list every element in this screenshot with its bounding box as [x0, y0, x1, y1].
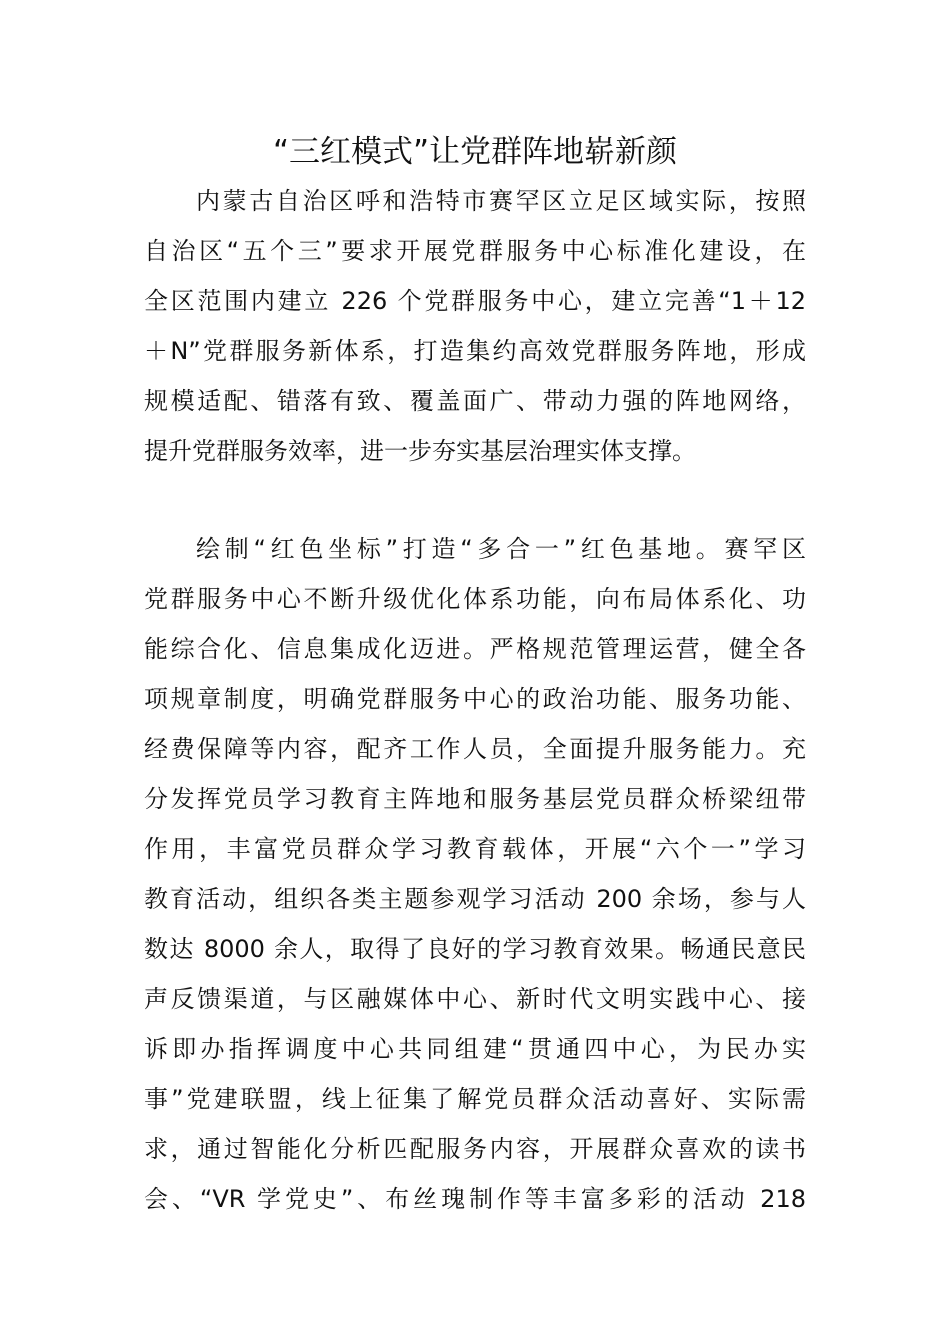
paragraph-2-line-7: 作用，丰富党员群众学习教育载体，开展“六个一”学习 [144, 835, 806, 863]
paragraph-1-line-6: 提升党群服务效率，进一步夯实基层治理实体支撑。 [144, 437, 696, 465]
paragraph-2-line-11: 诉即办指挥调度中心共同组建“贯通四中心，为民办实 [144, 1035, 806, 1063]
paragraph-2-line-12: 事”党建联盟，线上征集了解党员群众活动喜好、实际需 [144, 1085, 806, 1113]
paragraph-2-line-1: 绘制“红色坐标”打造“多合一”红色基地。赛罕区 [196, 535, 806, 563]
paragraph-2-line-14: 会、“VR 学党史”、布丝瑰制作等丰富多彩的活动 218 [144, 1185, 806, 1213]
paragraph-2-line-5: 经费保障等内容，配齐工作人员，全面提升服务能力。充 [144, 735, 806, 763]
document-title: “三红模式”让党群阵地崭新颜 [272, 134, 678, 170]
paragraph-1-line-4: ＋N”党群服务新体系，打造集约高效党群服务阵地，形成 [144, 337, 806, 365]
paragraph-1-line-2: 自治区“五个三”要求开展党群服务中心标准化建设，在 [144, 237, 806, 265]
paragraph-2-line-9: 数达 8000 余人，取得了良好的学习教育效果。畅通民意民 [144, 935, 806, 963]
paragraph-2-line-13: 求，通过智能化分析匹配服务内容，开展群众喜欢的读书 [144, 1135, 806, 1163]
paragraph-2-line-4: 项规章制度，明确党群服务中心的政治功能、服务功能、 [144, 685, 806, 713]
paragraph-2-line-6: 分发挥党员学习教育主阵地和服务基层党员群众桥梁纽带 [144, 785, 806, 813]
paragraph-1-line-1: 内蒙古自治区呼和浩特市赛罕区立足区域实际，按照 [196, 187, 806, 215]
paragraph-2-line-3: 能综合化、信息集成化迈进。严格规范管理运营，健全各 [144, 635, 806, 663]
paragraph-2-line-8: 教育活动，组织各类主题参观学习活动 200 余场，参与人 [144, 885, 806, 913]
paragraph-2-line-10: 声反馈渠道，与区融媒体中心、新时代文明实践中心、接 [144, 985, 806, 1013]
paragraph-1-line-3: 全区范围内建立 226 个党群服务中心，建立完善“1＋12 [144, 287, 806, 315]
paragraph-1-line-5: 规模适配、错落有致、覆盖面广、带动力强的阵地网络， [144, 387, 806, 415]
paragraph-2-line-2: 党群服务中心不断升级优化体系功能，向布局体系化、功 [144, 585, 806, 613]
